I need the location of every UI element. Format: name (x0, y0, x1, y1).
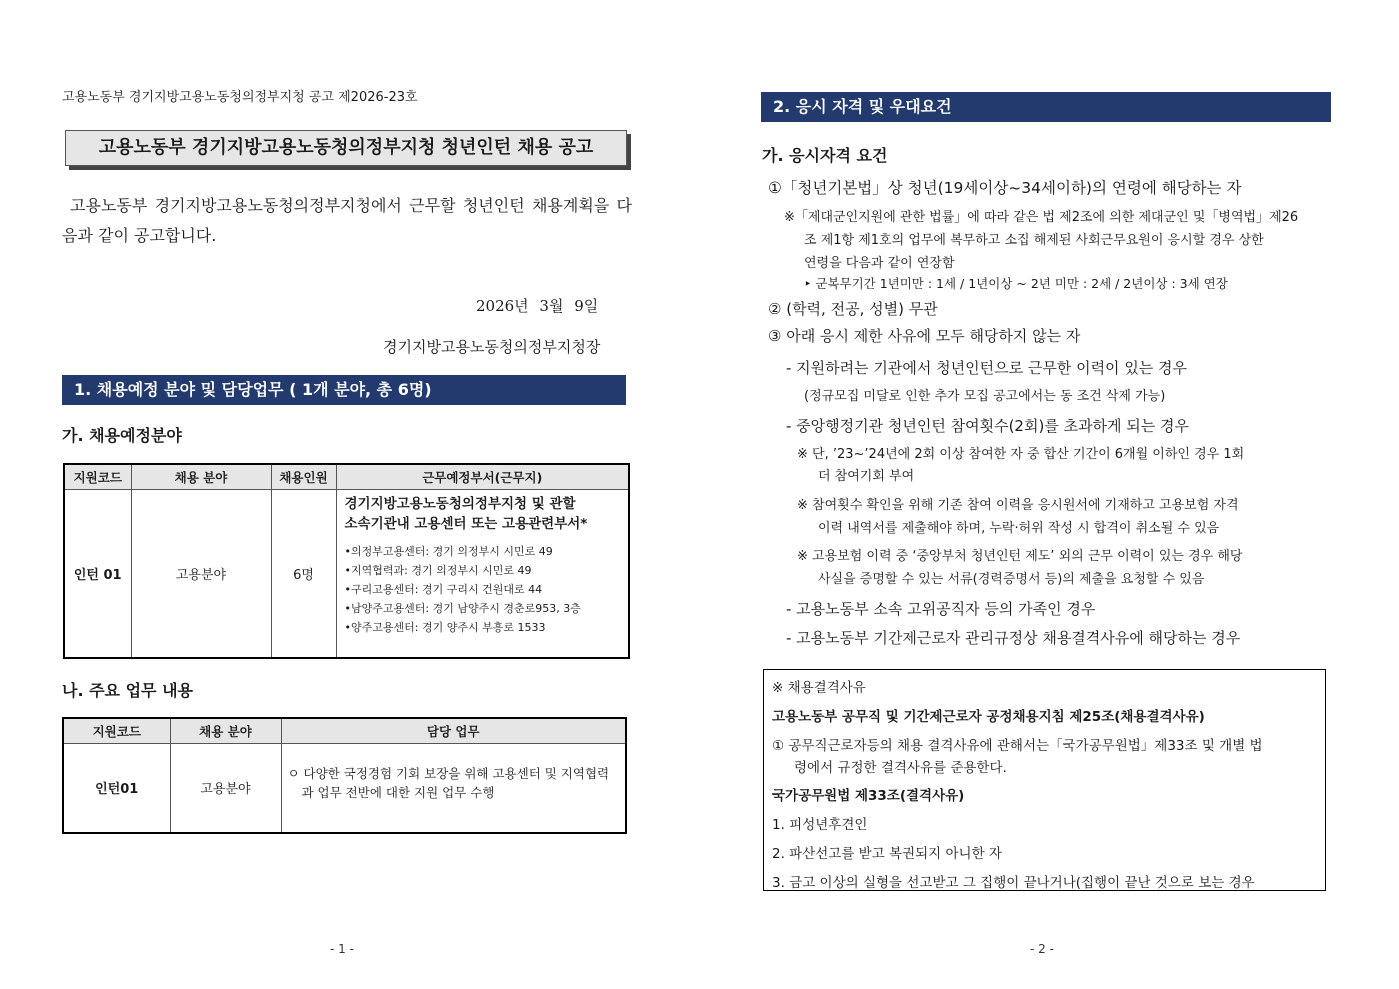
col-header-code: 지원코드 (64, 464, 131, 490)
list-item: •구리고용센터: 경기 구리시 건원대로 44 (344, 583, 543, 596)
announcement-date: 2026년 3월 9일 (476, 297, 599, 315)
subsection-ga: 가. 응시자격 요건 (762, 146, 888, 165)
col-header-field: 채용 분야 (170, 718, 281, 744)
box-rule-1: 1. 피성년후견인 (772, 817, 868, 833)
table-row (64, 490, 629, 658)
note-1-line-1: ※「제대군인지원에 관한 법률」에 따라 같은 법 제2조에 의한 제대군인 및「병역법」제26 (784, 210, 1299, 225)
restriction-2-note-2-line-2: 이력 내역서를 제출해야 하며, 누락·허위 작성 시 합격이 취소될 수 있음 (818, 521, 1220, 536)
box-heading-2: 국가공무원법 제33조(결격사유) (772, 788, 965, 804)
note-1-line-2: 조 제1항 제1호의 업무에 복무하고 소집 해제된 사회근무요원이 응시할 경우 상한 (804, 233, 1264, 248)
table-header-row (64, 464, 629, 490)
section-1-header: 1. 채용예정 분야 및 담당업무 ( 1개 분야, 총 6명) (62, 375, 626, 405)
cell-duty (281, 744, 626, 833)
col-header-code: 지원코드 (63, 718, 170, 744)
note-1-line-3: 연령을 다음과 같이 연장함 (804, 256, 955, 271)
table-row (63, 744, 626, 833)
restriction-1-note: (정규모집 미달로 인한 추가 모집 공고에서는 동 조건 삭제 가능) (804, 389, 1166, 404)
cell-field: 고용분야 (131, 490, 271, 658)
box-label: ※ 채용결격사유 (772, 680, 866, 696)
page-number: - 2 - (1030, 942, 1054, 956)
restriction-2-note-3-line-2: 사실을 증명할 수 있는 서류(경력증명서 등)의 제출을 요청할 수 있음 (818, 572, 1205, 587)
issuer: 경기지방고용노동청의정부지청장 (383, 338, 601, 356)
restriction-2-note-2-line-1: ※ 참여횟수 확인을 위해 기존 참여 이력을 응시원서에 기재하고 고용보험 자격 (797, 498, 1239, 513)
restriction-2-note-1-line-2: 더 참여기회 부여 (818, 469, 915, 484)
restriction-3: - 고용노동부 소속 고위공직자 등의 가족인 경우 (786, 600, 1096, 618)
duty-line-2: 과 업무 전반에 대한 지원 업무 수행 (301, 784, 495, 800)
announcement-title: 고용노동부 경기지방고용노동청의정부지청 청년인턴 채용 공고 (65, 130, 627, 166)
page-2 (700, 0, 1399, 989)
dept-heading-line-2: 소속기관내 고용센터 또는 고용관련부서* (344, 516, 588, 532)
note-1-line-4: ‣ 군복무기간 1년미만 : 1세 / 1년이상 ~ 2년 미만 : 2세 / 2년이상 : 3세 연장 (804, 276, 1228, 291)
restriction-2: - 중앙행정기관 청년인턴 참여횟수(2회)를 초과하게 되는 경우 (786, 417, 1190, 435)
col-header-field: 채용 분야 (131, 464, 271, 490)
duty-line-1: ㅇ 다양한 국정경험 기회 보장을 위해 고용센터 및 지역협력 (287, 765, 610, 781)
list-item: •양주고용센터: 경기 양주시 부흥로 1533 (344, 621, 546, 634)
restriction-1: - 지원하려는 기관에서 청년인턴으로 근무한 이력이 있는 경우 (786, 359, 1188, 377)
notice-number: 고용노동부 경기지방고용노동청의정부지청 공고 제2026-23호 (62, 90, 418, 105)
list-item: •의정부고용센터: 경기 의정부시 시민로 49 (344, 545, 553, 558)
box-rule-2: 2. 파산선고를 받고 복권되지 아니한 자 (772, 846, 1002, 862)
col-header-duty: 담당 업무 (281, 718, 626, 744)
restriction-2-note-3-line-1: ※ 고용보험 이력 중 ‘중앙부처 청년인턴 제도’ 외의 근무 이력이 있는 경우 해당 (797, 549, 1243, 564)
qualification-item-3: ③ 아래 응시 제한 사유에 모두 해당하지 않는 자 (768, 327, 1081, 345)
list-item: •지역협력과: 경기 의정부시 시민로 49 (344, 564, 532, 577)
dept-heading-line-1: 경기지방고용노동청의정부지청 및 관할 (344, 496, 576, 512)
cell-count: 6명 (271, 490, 336, 658)
location-list (345, 542, 621, 637)
cell-dept (336, 490, 629, 658)
col-header-count: 채용인원 (271, 464, 336, 490)
box-paragraph-line-2: 령에서 규정한 결격사유를 준용한다. (794, 760, 1007, 776)
subsection-ga: 가. 채용예정분야 (62, 426, 182, 445)
subsection-na: 나. 주요 업무 내용 (62, 681, 193, 700)
list-item: •남양주고용센터: 경기 남양주시 경춘로953, 3층 (344, 602, 581, 615)
page-number: - 1 - (330, 942, 354, 956)
col-header-dept: 근무예정부서(근무지) (336, 464, 629, 490)
cell-field: 고용분야 (170, 744, 281, 833)
box-heading: 고용노동부 공무직 및 기간제근로자 공정채용지침 제25조(채용결격사유) (772, 709, 1205, 725)
qualification-item-2: ② (학력, 전공, 성별) 무관 (768, 300, 938, 318)
intro-paragraph: 고용노동부 경기지방고용노동청의정부지청에서 근무할 청년인턴 채용계획을 다음과 같이 공고합니다. (62, 196, 632, 245)
cell-code: 인턴01 (63, 744, 170, 833)
restriction-2-note-1-line-1: ※ 단, ’23~’24년에 2회 이상 참여한 자 중 합산 기간이 6개월 이하인 경우 1회 (797, 447, 1245, 462)
recruitment-field-table (63, 463, 630, 659)
section-2-header: 2. 응시 자격 및 우대요건 (761, 92, 1331, 122)
duty-table (62, 717, 627, 834)
box-paragraph-line-1: ① 공무직근로자등의 채용 결격사유에 관해서는「국가공무원법」제33조 및 개별 법 (772, 738, 1263, 754)
qualification-item-1: ①「청년기본법」상 청년(19세이상~34세이하)의 연령에 해당하는 자 (768, 179, 1242, 197)
disqualification-box (763, 669, 1326, 891)
box-rule-3: 3. 금고 이상의 실형을 선고받고 그 집행이 끝나거나(집행이 끝난 것으로 보는 경우 (772, 875, 1255, 891)
table-header-row (63, 718, 626, 744)
cell-code: 인턴 01 (64, 490, 131, 658)
restriction-4: - 고용노동부 기간제근로자 관리규정상 채용결격사유에 해당하는 경우 (786, 629, 1241, 647)
